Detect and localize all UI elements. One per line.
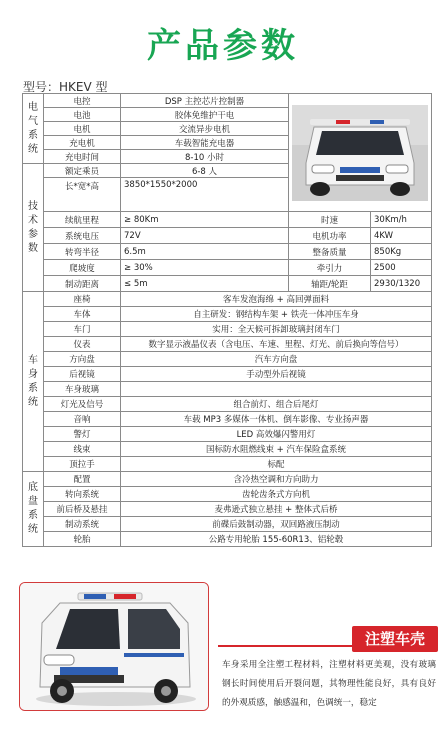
row-label: 音响 (44, 412, 121, 427)
row-label: 电机功率 (289, 228, 371, 244)
row-label: 电机 (44, 122, 121, 136)
row-value: 6.5m (121, 244, 289, 260)
row-value: 手动型外后视镜 (121, 367, 432, 382)
row-value: 公路专用轮胎 155-60R13、铝轮毂 (121, 532, 432, 547)
row-value: 自主研发：钢结构车架 + 铁壳一体冲压车身 (121, 307, 432, 322)
row-value: 2500 (371, 260, 432, 276)
row-label: 转弯半径 (44, 244, 121, 260)
row-value: 麦弗逊式独立悬挂 + 整体式后桥 (121, 502, 432, 517)
row-value: DSP 主控芯片控制器 (121, 94, 289, 108)
row-label: 顶拉手 (44, 457, 121, 472)
row-label: 后视镜 (44, 367, 121, 382)
spec-row (23, 412, 432, 427)
row-value: 数字显示液晶仪表（含电压、车速、里程、灯光、前后换向等信号） (121, 337, 432, 352)
row-value: 72V (121, 228, 289, 244)
spec-row (23, 427, 432, 442)
row-value: 车载 MP3 多媒体一体机、倒车影像、专业扬声器 (121, 412, 432, 427)
section-chassis: 底 盘 系 统 (23, 472, 44, 547)
spec-row (23, 367, 432, 382)
row-label: 长*宽*高 (44, 178, 121, 212)
row-label: 时速 (289, 212, 371, 228)
row-label: 车体 (44, 307, 121, 322)
spec-row (23, 502, 432, 517)
vehicle-photo-shell (19, 582, 209, 711)
row-label: 充电机 (44, 136, 121, 150)
row-value: 3850*1550*2000 (121, 178, 289, 212)
row-label: 线束 (44, 442, 121, 457)
spec-row (23, 352, 432, 367)
row-label: 充电时间 (44, 150, 121, 164)
row-label: 车门 (44, 322, 121, 337)
row-label: 座椅 (44, 292, 121, 307)
spec-row (23, 487, 432, 502)
row-label: 续航里程 (44, 212, 121, 228)
spec-row (23, 244, 432, 260)
row-value: 6-8 人 (121, 164, 289, 178)
spec-row (23, 307, 432, 322)
row-value: 850Kg (371, 244, 432, 260)
section-technical: 技 术 参 数 (23, 164, 44, 292)
spec-row (23, 292, 432, 307)
row-label: 电池 (44, 108, 121, 122)
section-electrical: 电 气 系 统 (23, 94, 44, 164)
row-value: ≤ 5m (121, 276, 289, 292)
spec-row (23, 532, 432, 547)
row-label: 灯光及信号 (44, 397, 121, 412)
spec-table (22, 93, 432, 547)
row-value: 交流异步电机 (121, 122, 289, 136)
spec-row (23, 276, 432, 292)
row-label: 车身玻璃 (44, 382, 121, 397)
row-label: 配置 (44, 472, 121, 487)
row-value: 30Km/h (371, 212, 432, 228)
row-value: ≥ 30% (121, 260, 289, 276)
spec-row (23, 397, 432, 412)
row-value: 实用：全天候可拆卸玻璃封闭车门 (121, 322, 432, 337)
row-value: 车载智能充电器 (121, 136, 289, 150)
row-value: 胶体免维护干电 (121, 108, 289, 122)
row-value (121, 382, 432, 397)
row-label: 额定乘员 (44, 164, 121, 178)
section-body: 车 身 系 统 (23, 292, 44, 472)
row-value: 4KW (371, 228, 432, 244)
spec-row (23, 517, 432, 532)
row-label: 系统电压 (44, 228, 121, 244)
spec-row (23, 322, 432, 337)
row-label: 轴距/轮距 (289, 276, 371, 292)
row-label: 牵引力 (289, 260, 371, 276)
row-value: LED 高效爆闪警用灯 (121, 427, 432, 442)
spec-row (23, 337, 432, 352)
spec-row (23, 457, 432, 472)
row-label: 警灯 (44, 427, 121, 442)
spec-row (23, 212, 432, 228)
row-label: 制动系统 (44, 517, 121, 532)
row-value: 标配 (121, 457, 432, 472)
page-title: 产品参数 (147, 26, 299, 66)
row-label: 整备质量 (289, 244, 371, 260)
vehicle-photo-cell (289, 94, 432, 212)
row-label: 方向盘 (44, 352, 121, 367)
row-label: 转向系统 (44, 487, 121, 502)
row-value: 齿轮齿条式方向机 (121, 487, 432, 502)
spec-row (23, 442, 432, 457)
row-label: 仪表 (44, 337, 121, 352)
row-value: 2930/1320 (371, 276, 432, 292)
model-label: 型号：HKEV 型 (23, 80, 108, 94)
spec-row (23, 472, 432, 487)
feature-banner: 注塑车壳 (352, 626, 438, 652)
spec-row (23, 382, 432, 397)
row-value: 8-10 小时 (121, 150, 289, 164)
row-value: 客车发泡海绵 + 高回弹面料 (121, 292, 432, 307)
row-label: 轮胎 (44, 532, 121, 547)
row-value: 国标防水阻燃线束 + 汽车保险盒系统 (121, 442, 432, 457)
row-label: 制动距离 (44, 276, 121, 292)
row-value: ≥ 80Km (121, 212, 289, 228)
vehicle-photo-front (292, 105, 428, 201)
row-label: 前后桥及悬挂 (44, 502, 121, 517)
row-value: 组合前灯、组合后尾灯 (121, 397, 432, 412)
row-value: 前碟后鼓制动器，双回路液压制动 (121, 517, 432, 532)
feature-description: 车身采用全注塑工程材料，注塑材料更美观，没有玻璃钢长时间使用后开裂问题，其物理性能良好，具有良好的外观质感，触感温和，色调统一，稳定 (222, 660, 436, 708)
row-value: 汽车方向盘 (121, 352, 432, 367)
spec-row (23, 94, 432, 108)
row-value: 含冷热空调和方向助力 (121, 472, 432, 487)
spec-row (23, 228, 432, 244)
row-label: 电控 (44, 94, 121, 108)
spec-row (23, 260, 432, 276)
row-label: 爬坡度 (44, 260, 121, 276)
